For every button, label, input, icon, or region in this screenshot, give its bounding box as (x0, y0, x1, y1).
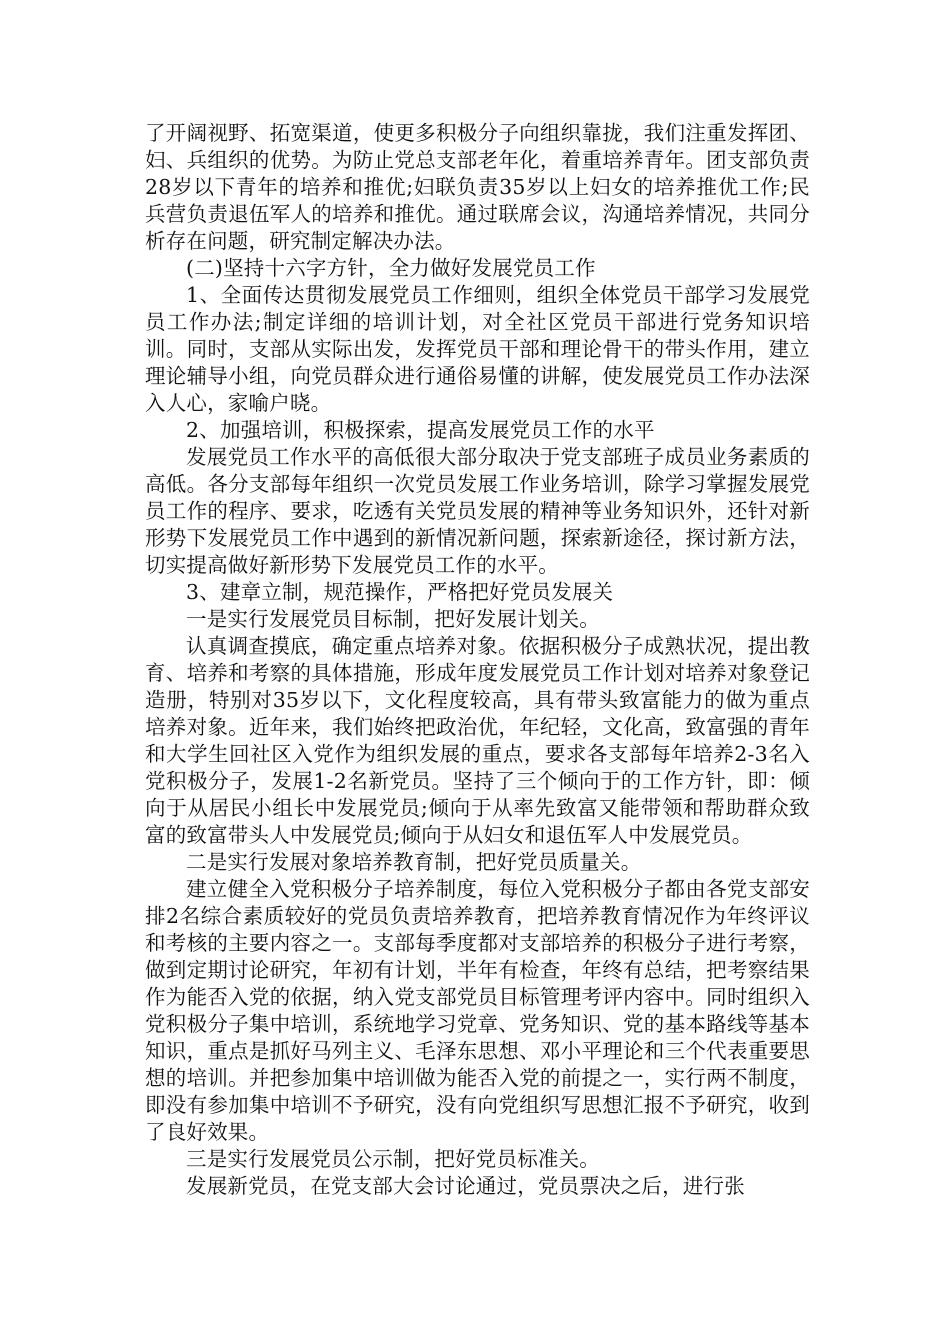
paragraph: 1、全面传达贯彻发展党员工作细则，组织全体党员干部学习发展党员工作办法;制定详细的培训计划，对全社区党员干部进行党务知识培训。同时，支部从实际出发，发挥党员干部和理论骨干的带头作用，建立理论辅导小组，向党员群众进行通俗易懂的讲解，使发展党员工作办法深入人心，家喻户晓。 (145, 283, 810, 415)
item-heading: 三是实行发展党员公示制，把好党员标准关。 (186, 1147, 600, 1171)
paragraph: 了开阔视野、拓宽渠道，使更多积极分子向组织靠拢，我们注重发挥团、妇、兵组织的优势。为防止党总支部老年化，着重培养青年。团支部负责28岁以下青年的培养和推优;妇联负责35岁以上妇女的培养推优工作;民兵营负责退伍军人的培养和推优。通过联席会议，沟通培养情况，共同分析存在问题，研究制定解决办法。 (145, 121, 810, 253)
paragraph: 发展党员工作水平的高低很大部分取决于党支部班子成员业务素质的高低。各分支部每年组织一次党员发展工作业务培训，除学习掌握发展党员工作的程序、要求，吃透有关党员发展的精神等业务知识外，还针对新形势下发展党员工作中遇到的新情况新问题，探索新途径，探讨新方法，切实提高做好新形势下发展党员工作的水平。 (145, 445, 810, 577)
item-heading: 一是实行发展党员目标制，把好发展计划关。 (186, 607, 600, 631)
section-heading: (二)坚持十六字方针，全力做好发展党员工作 (186, 256, 596, 280)
subsection-heading: 3、建章立制，规范操作，严格把好党员发展关 (186, 580, 614, 604)
subsection-heading: 2、加强培训，积极探索，提高发展党员工作的水平 (186, 418, 655, 442)
paragraph: 建立健全入党积极分子培养制度，每位入党积极分子都由各党支部安排2名综合素质较好的党员负责培养教育，把培养教育情况作为年终评议和考核的主要内容之一。支部每季度都对支部培养的积极分子进行考察，做到定期讨论研究，年初有计划，半年有检查，年终有总结，把考察结果作为能否入党的依据，纳入党支部党员目标管理考评内容中。同时组织入党积极分子集中培训，系统地学习党章、党务知识、党的基本路线等基本知识，重点是抓好马列主义、毛泽东思想、邓小平理论和三个代表重要思想的培训。并把参加集中培训做为能否入党的前提之一，实行两不制度，即没有参加集中培训不予研究，没有向党组织写思想汇报不予研究，收到了良好效果。 (145, 877, 810, 1144)
paragraph: 发展新党员，在党支部大会讨论通过，党员票决之后，进行张 (186, 1174, 745, 1198)
item-heading: 二是实行发展对象培养教育制，把好党员质量关。 (186, 850, 642, 874)
document-body (145, 120, 810, 1200)
paragraph: 认真调查摸底，确定重点培养对象。依据积极分子成熟状况，提出教育、培养和考察的具体措施，形成年度发展党员工作计划对培养对象登记造册，特别对35岁以下，文化程度较高，具有带头致富能力的做为重点培养对象。近年来，我们始终把政治优，年纪轻，文化高，致富强的青年和大学生回社区入党作为组织发展的重点，要求各支部每年培养2-3名入党积极分子，发展1-2名新党员。坚持了三个倾向于的工作方针，即：倾向于从居民小组长中发展党员;倾向于从率先致富又能带领和帮助群众致富的致富带头人中发展党员;倾向于从妇女和退伍军人中发展党员。 (145, 634, 810, 847)
